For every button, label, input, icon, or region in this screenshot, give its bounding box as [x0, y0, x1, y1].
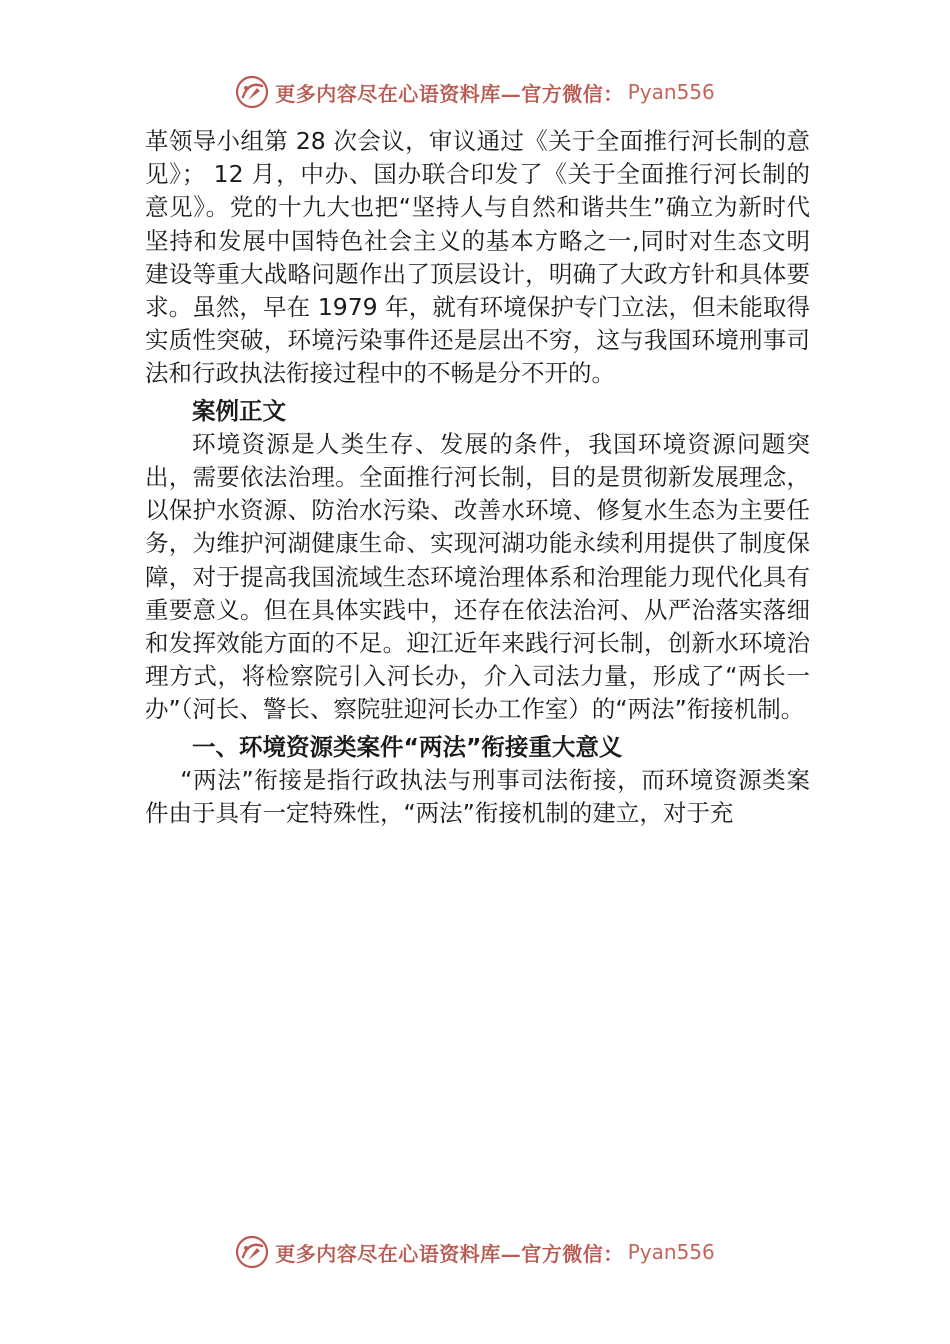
document-body	[145, 125, 810, 830]
watermark-text: 更多内容尽在心语资料库—官方微信：	[275, 81, 624, 106]
watermark-header	[0, 72, 950, 112]
watermark-logo-icon	[235, 75, 269, 109]
watermark-wechat-id: Pyan556	[627, 80, 715, 104]
paragraph-significance: “两法”衔接是指行政执法与刑事司法衔接，而环境资源类案件由于具有一定特殊性，“两法”衔接机制的建立，对于充	[145, 765, 810, 828]
section-heading-significance: 一、环境资源类案件“两法”衔接重大意义	[192, 732, 623, 761]
watermark-text: 更多内容尽在心语资料库—官方微信：	[275, 1241, 624, 1266]
watermark-footer	[0, 1232, 950, 1272]
paragraph-case-text: 环境资源是人类生存、发展的条件，我国环境资源问题突出，需要依法治理。全面推行河长制，目的是贯彻新发展理念，以保护水资源、防治水污染、改善水环境、修复水生态为主要任务，为维护河湖健康生命、实现河湖功能永续利用提供了制度保障，对于提高我国流域生态环境治理体系和治理能力现代化具有重要意义。但在具体实践中，还存在依法治河、从严治落实落细和发挥效能方面的不足。迎江近年来践行河长制，创新水环境治理方式，将检察院引入河长办，介入司法力量，形成了“两长一办”（河长、警长、察院驻迎河长办工作室）的“两法”衔接机制。	[145, 429, 810, 724]
watermark-wechat-id: Pyan556	[627, 1240, 715, 1264]
paragraph-continued: 革领导小组第 28 次会议，审议通过《关于全面推行河长制的意见》； 12 月，中办、国办联合印发了《关于全面推行河长制的意见》。党的十九大也把“坚持人与自然和谐共生”确立为新时代坚持和发展中国特色社会主义的基本方略之一,同时对生态文明建设等重大战略问题作出了顶层设计，明确了大政方针和具体要求。虽然，早在 1979 年，就有环境保护专门立法，但未能取得实质性突破，环境污染事件还是层出不穷，这与我国环境刑事司法和行政执法衔接过程中的不畅是分不开的。	[145, 127, 810, 388]
watermark-logo-icon	[235, 1235, 269, 1269]
section-heading-case-text: 案例正文	[192, 396, 286, 425]
